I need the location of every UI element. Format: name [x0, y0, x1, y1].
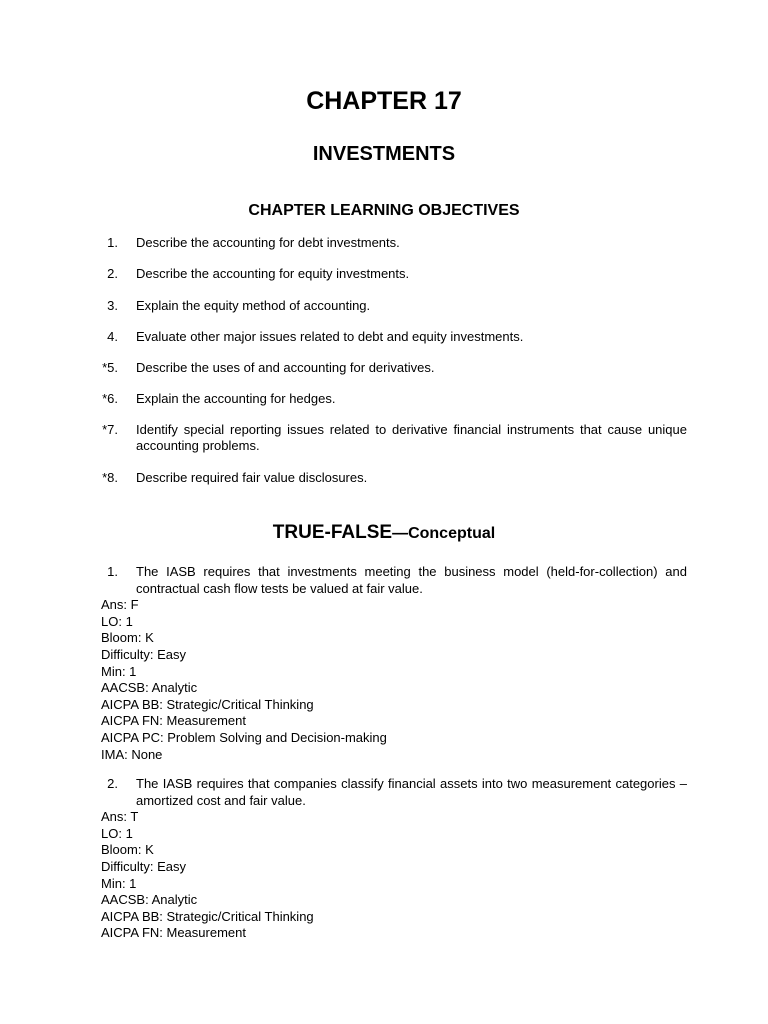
- objective-number: 3.: [107, 298, 118, 313]
- objective-number: *5.: [102, 360, 118, 375]
- minutes: Min: 1: [101, 875, 137, 891]
- true-false-heading-sub: —Conceptual: [392, 525, 496, 542]
- objective-text: Evaluate other major issues related to debt and equity investments.: [136, 329, 524, 344]
- objective-number: 1.: [107, 235, 118, 250]
- aicpa-pc: AICPA PC: Problem Solving and Decision-making: [101, 729, 387, 745]
- aicpa-bb: AICPA BB: Strategic/Critical Thinking: [101, 696, 314, 712]
- objective-number: *7.: [102, 422, 118, 437]
- aacsb: AACSB: Analytic: [101, 680, 198, 696]
- question-metadata: [0, 597, 768, 763]
- objective-number: 2.: [107, 266, 118, 281]
- question-metadata: [0, 809, 768, 942]
- question-item: [0, 564, 768, 763]
- objective-text: Explain the equity method of accounting.: [136, 298, 371, 313]
- objective-text: Describe required fair value disclosures.: [136, 470, 368, 485]
- question-text: The IASB requires that companies classify financial assets into two measurement categories – amortized cost and fair value.: [136, 776, 687, 808]
- learning-objective: LO: 1: [101, 613, 133, 629]
- chapter-subtitle: INVESTMENTS: [312, 143, 456, 165]
- question-text: The IASB requires that investments meeting the business model (held-for-collection) and contractual cash flow tests be valued at fair value.: [136, 564, 687, 596]
- objective-text: Describe the uses of and accounting for derivatives.: [136, 360, 435, 375]
- question-number: 2.: [107, 776, 118, 791]
- chapter-title: CHAPTER 17: [306, 87, 462, 115]
- aicpa-fn: AICPA FN: Measurement: [101, 925, 246, 941]
- true-false-heading-main: TRUE-FALSE: [272, 522, 393, 543]
- objective-number: 4.: [107, 329, 118, 344]
- objective-text: Describe the accounting for debt investments.: [136, 235, 400, 250]
- objectives-heading: CHAPTER LEARNING OBJECTIVES: [248, 202, 520, 219]
- bloom-level: Bloom: K: [101, 842, 154, 858]
- objective-number: *8.: [102, 470, 118, 485]
- aacsb: AACSB: Analytic: [101, 892, 198, 908]
- ima: IMA: None: [101, 746, 163, 762]
- difficulty: Difficulty: Easy: [101, 858, 187, 874]
- minutes: Min: 1: [101, 663, 137, 679]
- learning-objective: LO: 1: [101, 825, 133, 841]
- objective-text: Describe the accounting for equity investments.: [136, 266, 410, 281]
- objective-number: *6.: [102, 391, 118, 406]
- question-number: 1.: [107, 564, 118, 579]
- answer: Ans: F: [101, 597, 139, 613]
- aicpa-bb: AICPA BB: Strategic/Critical Thinking: [101, 908, 314, 924]
- true-false-heading: [0, 520, 768, 546]
- aicpa-fn: AICPA FN: Measurement: [101, 713, 246, 729]
- bloom-level: Bloom: K: [101, 630, 154, 646]
- objective-text: Explain the accounting for hedges.: [136, 391, 336, 406]
- question-item: [0, 776, 768, 942]
- difficulty: Difficulty: Easy: [101, 646, 187, 662]
- objective-text: Identify special reporting issues related to derivative financial instruments that cause unique accounting problems.: [136, 422, 687, 453]
- answer: Ans: T: [101, 809, 139, 825]
